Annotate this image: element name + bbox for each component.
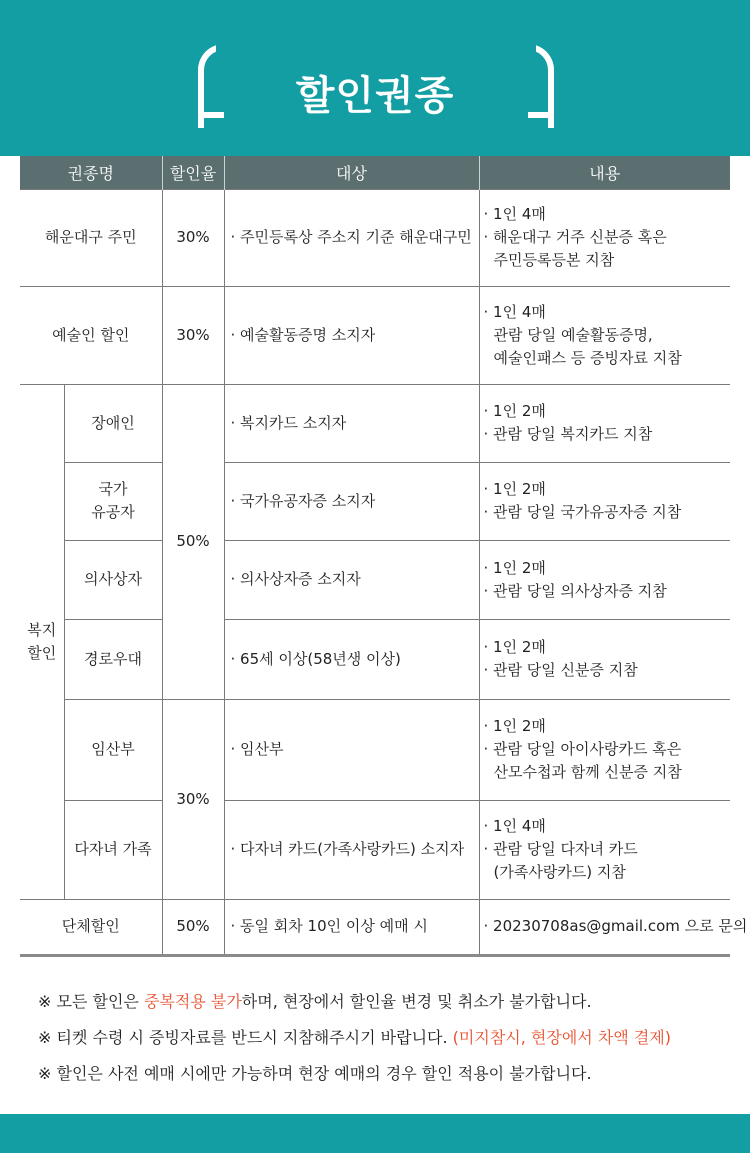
ticket-name-pregnant: 임산부 (64, 699, 162, 800)
target-multichild: · 다자녀 카드(가족사랑카드) 소지자 (224, 800, 479, 899)
content-line: · 관람 당일 아이사랑카드 혹은 (483, 740, 682, 758)
target-pregnant: · 임산부 (224, 699, 479, 800)
content-line: · 1인 4매 (483, 817, 546, 835)
table-row-disabled (20, 384, 730, 462)
content-line: · 1인 2매 (483, 558, 546, 577)
ticket-name-group: 단체할인 (20, 899, 162, 955)
content-line: · 관람 당일 다자녀 카드 (483, 840, 638, 858)
ticket-name-elderly: 경로우대 (64, 619, 162, 699)
column-header-ticket-type: 권종명 (20, 156, 162, 189)
target-merit: · 국가유공자증 소지자 (224, 462, 479, 540)
content-resident (479, 189, 730, 286)
table-header-row (20, 156, 730, 189)
table-row-artist (20, 286, 730, 384)
target-disabled: · 복지카드 소지자 (224, 384, 479, 462)
ticket-name-resident: 해운대구 주민 (20, 189, 162, 286)
content-artist (479, 286, 730, 384)
notes-section (38, 984, 728, 1092)
content-line: · 1인 4매 (483, 302, 546, 321)
note-text: ※ 티켓 수령 시 증빙자료를 반드시 지참해주시기 바랍니다. (38, 1028, 453, 1047)
content-line: · 1인 2매 (483, 638, 546, 656)
content-line: 예술인패스 등 증빙자료 지참 (493, 348, 682, 367)
table-row-elderly (20, 619, 730, 699)
ticket-name-merit (64, 462, 162, 540)
column-header-target: 대상 (224, 156, 479, 189)
ticket-name-multichild: 다자녀 가족 (64, 800, 162, 899)
rate-welfare-30: 30% (162, 699, 224, 899)
welfare-group-label (20, 384, 64, 899)
column-header-rate: 할인율 (162, 156, 224, 189)
note-highlight: 중복적용 불가 (143, 992, 242, 1011)
content-line: 산모수첩과 함께 신분증 지참 (493, 763, 682, 781)
discount-table (20, 156, 748, 957)
note-item (38, 1020, 728, 1056)
table-row-resident (20, 189, 730, 286)
content-line: · 관람 당일 의사상자증 지참 (483, 581, 667, 600)
table-row-group (20, 899, 730, 955)
table-row-pregnant (20, 699, 730, 800)
content-line: · 해운대구 거주 신분증 혹은 (483, 228, 667, 246)
content-line: · 관람 당일 국가유공자증 지참 (483, 503, 682, 521)
bottom-banner (0, 1114, 750, 1153)
content-line: · 1인 2매 (483, 480, 546, 498)
ticket-name-line: 유공자 (91, 503, 135, 521)
column-header-content: 내용 (479, 156, 730, 189)
table-row-righteous (20, 540, 730, 619)
rate-welfare-50: 50% (162, 384, 224, 699)
title-frame-foot-right (528, 112, 548, 118)
content-line: · 20230708as@gmail.com 으로 문의 (483, 917, 748, 935)
content-elderly (479, 619, 730, 699)
content-group (479, 899, 748, 955)
note-text: ※ 모든 할인은 (38, 992, 144, 1011)
content-line: · 1인 2매 (483, 402, 546, 420)
note-highlight: (미지참시, 현장에서 차액 결제) (452, 1028, 671, 1047)
note-text: ※ 할인은 사전 예매 시에만 가능하며 현장 예매의 경우 할인 적용이 불가합니다. (38, 1064, 592, 1083)
content-line: · 1인 2매 (483, 717, 546, 735)
rate-artist: 30% (162, 286, 224, 384)
content-line: · 관람 당일 신분증 지참 (483, 661, 638, 679)
ticket-name-artist: 예술인 할인 (20, 286, 162, 384)
content-pregnant (479, 699, 730, 800)
content-righteous (479, 540, 730, 619)
target-elderly: · 65세 이상(58년생 이상) (224, 619, 479, 699)
welfare-group-line: 복지 (27, 620, 57, 639)
ticket-name-line: 국가 (98, 480, 128, 498)
content-line: · 관람 당일 복지카드 지참 (483, 425, 653, 443)
ticket-name-righteous: 의사상자 (64, 540, 162, 619)
title-frame-foot-left (204, 112, 224, 118)
table-row-merit (20, 462, 730, 540)
note-text: 하며, 현장에서 할인율 변경 및 취소가 불가합니다. (241, 992, 592, 1011)
note-item (38, 984, 728, 1020)
content-multichild (479, 800, 730, 899)
note-item (38, 1056, 728, 1092)
content-line: · 1인 4매 (483, 205, 546, 223)
content-line: 관람 당일 예술활동증명, (493, 325, 653, 344)
ticket-name-disabled: 장애인 (64, 384, 162, 462)
page-title: 할인권종 (295, 73, 455, 119)
target-righteous: · 의사상자증 소지자 (224, 540, 479, 619)
content-disabled (479, 384, 730, 462)
table-row-multichild (20, 800, 730, 899)
target-group: · 동일 회차 10인 이상 예매 시 (224, 899, 479, 955)
rate-resident: 30% (162, 189, 224, 286)
content-line: 주민등록등본 지참 (493, 251, 615, 269)
content-merit (479, 462, 730, 540)
rate-group: 50% (162, 899, 224, 955)
content-line: (가족사랑카드) 지참 (493, 863, 626, 881)
target-resident: · 주민등록상 주소지 기준 해운대구민 (224, 189, 479, 286)
target-artist: · 예술활동증명 소지자 (224, 286, 479, 384)
welfare-group-line: 할인 (27, 643, 57, 662)
